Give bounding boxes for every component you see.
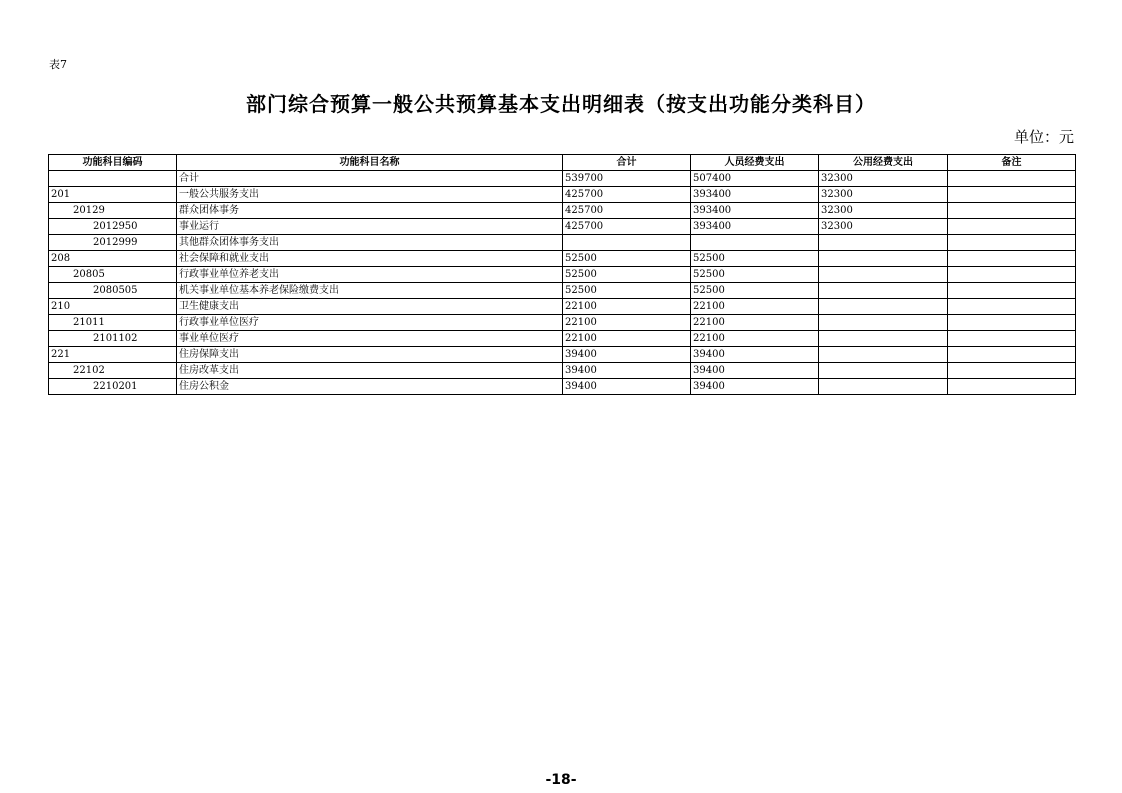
cell-total: 39400 — [563, 363, 691, 379]
unit-label: 单位：元 — [1013, 128, 1074, 146]
cell-personnel: 39400 — [691, 363, 819, 379]
page-number: -18- — [545, 772, 577, 788]
cell-personnel: 393400 — [691, 187, 819, 203]
header-name: 功能科目名称 — [177, 155, 563, 171]
table-row — [49, 299, 1076, 315]
table-row — [49, 347, 1076, 363]
table-row — [49, 331, 1076, 347]
cell-note — [948, 251, 1076, 267]
cell-personnel: 22100 — [691, 331, 819, 347]
cell-code: 2101102 — [49, 331, 177, 347]
cell-total: 39400 — [563, 347, 691, 363]
cell-personnel: 39400 — [691, 379, 819, 395]
cell-total: 22100 — [563, 331, 691, 347]
cell-code: 22102 — [49, 363, 177, 379]
cell-public: 32300 — [819, 187, 948, 203]
header-total: 合计 — [563, 155, 691, 171]
cell-public — [819, 331, 948, 347]
cell-name: 社会保障和就业支出 — [177, 251, 563, 267]
cell-personnel: 393400 — [691, 219, 819, 235]
cell-code: 208 — [49, 251, 177, 267]
cell-name: 其他群众团体事务支出 — [177, 235, 563, 251]
cell-name: 一般公共服务支出 — [177, 187, 563, 203]
cell-code: 21011 — [49, 315, 177, 331]
table-row — [49, 379, 1076, 395]
cell-total: 22100 — [563, 299, 691, 315]
cell-public: 32300 — [819, 203, 948, 219]
cell-code — [49, 171, 177, 187]
cell-personnel: 52500 — [691, 267, 819, 283]
cell-note — [948, 219, 1076, 235]
cell-personnel: 52500 — [691, 283, 819, 299]
cell-name: 住房公积金 — [177, 379, 563, 395]
cell-total: 425700 — [563, 187, 691, 203]
cell-public — [819, 315, 948, 331]
cell-code: 20129 — [49, 203, 177, 219]
cell-note — [948, 299, 1076, 315]
cell-total: 539700 — [563, 171, 691, 187]
cell-code: 2012950 — [49, 219, 177, 235]
cell-code: 210 — [49, 299, 177, 315]
cell-public: 32300 — [819, 171, 948, 187]
cell-personnel: 507400 — [691, 171, 819, 187]
table-row — [49, 235, 1076, 251]
cell-total: 39400 — [563, 379, 691, 395]
cell-personnel: 393400 — [691, 203, 819, 219]
cell-code: 2080505 — [49, 283, 177, 299]
cell-personnel: 39400 — [691, 347, 819, 363]
table-row — [49, 363, 1076, 379]
header-personnel: 人员经费支出 — [691, 155, 819, 171]
cell-note — [948, 267, 1076, 283]
table-row — [49, 219, 1076, 235]
page-title: 部门综合预算一般公共预算基本支出明细表（按支出功能分类科目） — [246, 92, 876, 116]
cell-public — [819, 267, 948, 283]
table-row — [49, 283, 1076, 299]
cell-note — [948, 235, 1076, 251]
cell-note — [948, 171, 1076, 187]
table-body — [49, 171, 1076, 395]
cell-name: 事业运行 — [177, 219, 563, 235]
cell-total: 52500 — [563, 283, 691, 299]
cell-name: 机关事业单位基本养老保险缴费支出 — [177, 283, 563, 299]
cell-personnel: 22100 — [691, 299, 819, 315]
cell-public — [819, 363, 948, 379]
cell-public — [819, 379, 948, 395]
cell-personnel — [691, 235, 819, 251]
cell-note — [948, 283, 1076, 299]
cell-note — [948, 363, 1076, 379]
expenditure-table — [48, 154, 1076, 395]
cell-total: 52500 — [563, 267, 691, 283]
cell-public — [819, 299, 948, 315]
cell-code: 201 — [49, 187, 177, 203]
cell-personnel: 22100 — [691, 315, 819, 331]
cell-note — [948, 203, 1076, 219]
cell-name: 行政事业单位医疗 — [177, 315, 563, 331]
cell-code: 2012999 — [49, 235, 177, 251]
cell-name: 住房改革支出 — [177, 363, 563, 379]
cell-public — [819, 283, 948, 299]
cell-public — [819, 251, 948, 267]
table-row — [49, 251, 1076, 267]
table-row — [49, 187, 1076, 203]
cell-note — [948, 315, 1076, 331]
table-row — [49, 203, 1076, 219]
cell-name: 事业单位医疗 — [177, 331, 563, 347]
header-code: 功能科目编码 — [49, 155, 177, 171]
cell-name: 行政事业单位养老支出 — [177, 267, 563, 283]
cell-note — [948, 331, 1076, 347]
cell-name: 卫生健康支出 — [177, 299, 563, 315]
cell-total: 22100 — [563, 315, 691, 331]
cell-code: 20805 — [49, 267, 177, 283]
cell-name: 群众团体事务 — [177, 203, 563, 219]
cell-note — [948, 187, 1076, 203]
cell-public — [819, 235, 948, 251]
table-number-label: 表7 — [49, 58, 67, 71]
cell-personnel: 52500 — [691, 251, 819, 267]
cell-total — [563, 235, 691, 251]
cell-name: 住房保障支出 — [177, 347, 563, 363]
header-public: 公用经费支出 — [819, 155, 948, 171]
table-header-row — [49, 155, 1076, 171]
cell-public — [819, 347, 948, 363]
cell-name: 合计 — [177, 171, 563, 187]
header-note: 备注 — [948, 155, 1076, 171]
cell-total: 425700 — [563, 219, 691, 235]
cell-code: 2210201 — [49, 379, 177, 395]
cell-total: 52500 — [563, 251, 691, 267]
cell-note — [948, 347, 1076, 363]
table-row — [49, 267, 1076, 283]
cell-total: 425700 — [563, 203, 691, 219]
table-row — [49, 171, 1076, 187]
cell-note — [948, 379, 1076, 395]
table-row — [49, 315, 1076, 331]
cell-code: 221 — [49, 347, 177, 363]
cell-public: 32300 — [819, 219, 948, 235]
